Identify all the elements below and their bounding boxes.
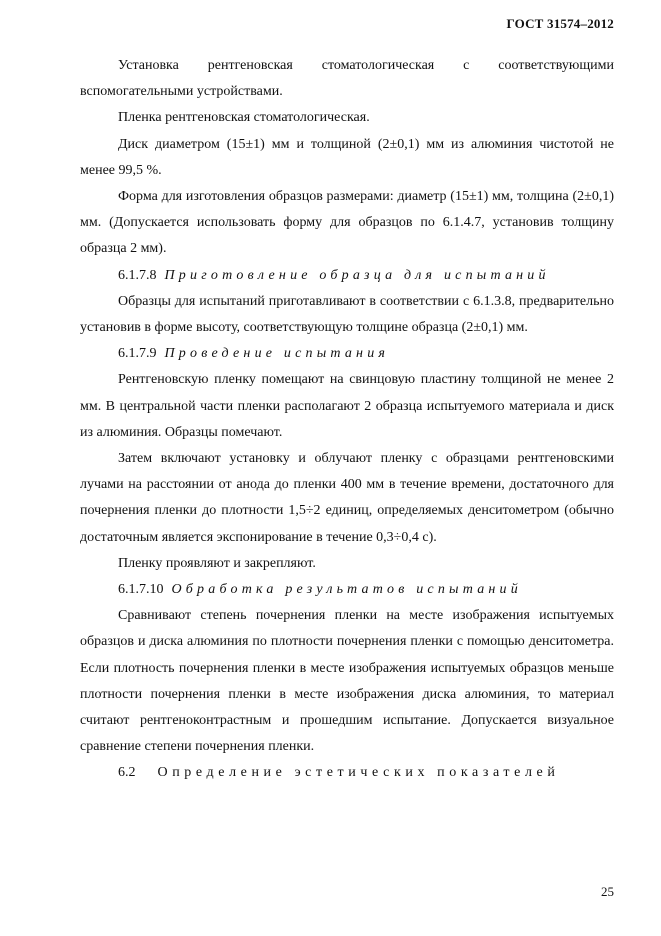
paragraph-results-processing: Сравнивают степень почернения пленки на месте изображения испытуемых образцов и диска алюминия по плотности почернения пленки с помощью денситометра. Если плотность почернения пленки в месте изображения испытуемых образцов меньше плотности почернения пленки в месте изображения диска алюминия, то материал считают рентгеноконтрастным и прошедшим испытание. Допускается визуальное сравнение степени почернения пленки. bbox=[80, 608, 614, 755]
section-title: Обработка результатов испытаний bbox=[171, 582, 522, 598]
paragraph-equipment-film: Пленка рентгеновская стоматологическая. bbox=[118, 110, 370, 126]
section-heading-6-2 bbox=[80, 760, 614, 786]
section-title: Определение эстетических показателей bbox=[157, 765, 560, 781]
paragraph-test-exposure: Затем включают установку и облучают пленку с образцами рентгеновскими лучами на расстоянии от анода до пленки 400 мм в течение времени, достаточного для почернения пленки до плотности 1,5÷2 единиц, определяемых денситометром (обычно достаточным является экспонирование в течение 0,3÷0,4 с). bbox=[80, 451, 614, 545]
section-number: 6.2 bbox=[118, 765, 136, 781]
section-number: 6.1.7.8 bbox=[118, 267, 157, 283]
paragraph-equipment-unit: Установка рентгеновская стоматологическая с соответствующими вспомогательными устройствами. bbox=[80, 58, 614, 100]
paragraph-sample-preparation: Образцы для испытаний приготавливают в соответствии с 6.1.3.8, предварительно установив в форме высоту, соответствующую толщине образца (2±0,1) мм. bbox=[80, 293, 614, 336]
section-heading-6-1-7-10 bbox=[80, 577, 614, 603]
paragraph-equipment-disk: Диск диаметром (15±1) мм и толщиной (2±0,1) мм из алюминия чистотой не менее 99,5 %. bbox=[80, 136, 614, 178]
section-number: 6.1.7.10 bbox=[118, 582, 164, 598]
page-number: 25 bbox=[601, 884, 614, 899]
paragraph-equipment-mold: Форма для изготовления образцов размерами: диаметр (15±1) мм, толщина (2±0,1) мм. (Допускается использовать форму для образцов по 6.1.4.7, установив толщину образца 2 мм). bbox=[80, 189, 614, 257]
section-title: Проведение испытания bbox=[164, 346, 390, 362]
section-title: Приготовление образца для испытаний bbox=[164, 267, 550, 283]
section-heading-6-1-7-9 bbox=[80, 341, 614, 367]
document-body bbox=[80, 53, 614, 787]
document-code-header: ГОСТ 31574–2012 bbox=[506, 16, 614, 31]
section-heading-6-1-7-8 bbox=[80, 263, 614, 289]
paragraph-test-develop: Пленку проявляют и закрепляют. bbox=[118, 555, 316, 571]
section-number: 6.1.7.9 bbox=[118, 346, 157, 362]
paragraph-test-film-placement: Рентгеновскую пленку помещают на свинцовую пластину толщиной не менее 2 мм. В центральной части пленки располагают 2 образца испытуемого материала и диск из алюминия. Образцы помечают. bbox=[80, 372, 614, 440]
